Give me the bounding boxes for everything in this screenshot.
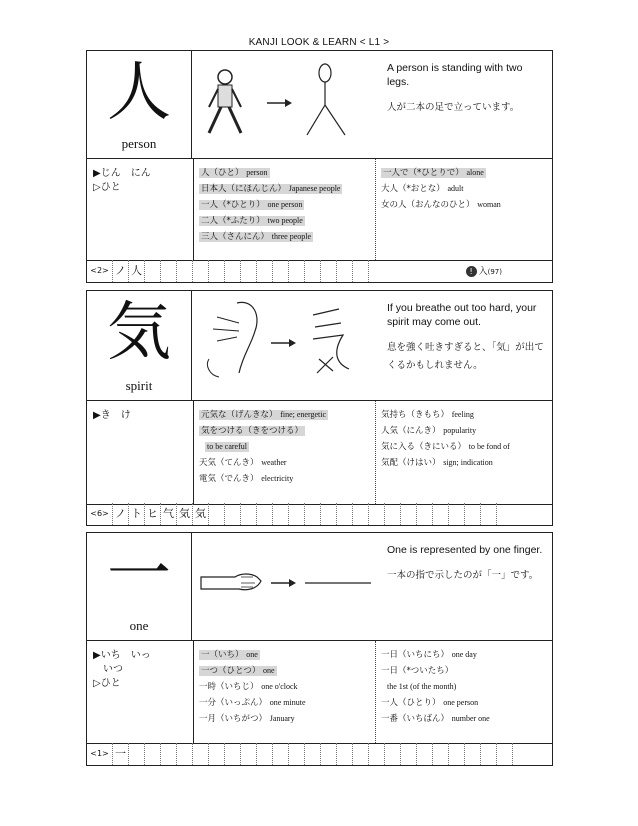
vocab-item: 電気（でんき） electricity: [199, 474, 294, 484]
reading-kun: ▷ひと: [93, 182, 121, 193]
warning-icon: !: [466, 266, 477, 277]
page-title: KANJI LOOK & LEARN < L1 >: [248, 37, 390, 48]
stroke-order-row: [87, 260, 552, 282]
reading-on: ▶じん にん: [93, 168, 151, 179]
kanji-box: [87, 291, 192, 400]
description-jp: 息を強く吐きすぎると、「気」が出てくるかもしれません。: [387, 342, 544, 371]
kanji-meaning: one: [129, 618, 149, 633]
vocab-item: 人気（にんき） popularity: [381, 426, 477, 436]
vocab-item: 人（ひと） person: [201, 168, 268, 178]
stroke-count: <2>: [87, 260, 113, 282]
vocab-item: 元気な（げんきな） fine; energetic: [201, 410, 327, 420]
kanji-card-one: [86, 532, 553, 766]
stroke-step: 気: [177, 503, 193, 525]
vocab-item: 気をつける（きをつける）: [201, 426, 304, 436]
vocab-list-1: [199, 165, 379, 245]
finger-illustration: [195, 537, 377, 633]
kanji-glyph: 気: [107, 296, 171, 370]
vocab-item: 大人（*おとな） adult: [381, 184, 464, 194]
stroke-step: ノ: [113, 260, 129, 282]
stroke-order-row: [87, 503, 552, 525]
description: [387, 301, 547, 375]
vocab-item: 一分（いっぷん） one minute: [199, 698, 306, 708]
vocab-item: 一（いち） one: [201, 650, 258, 660]
kanji-box: [87, 51, 192, 158]
person-illustration: [195, 55, 377, 151]
description-jp: 一本の指で示したのが「一」です。: [387, 570, 539, 581]
stroke-order-row: [87, 743, 552, 765]
description-jp: 人が二本の足で立っています。: [387, 102, 520, 113]
readings: [93, 167, 193, 195]
vocab-list-1: [199, 647, 379, 727]
stroke-step: 人: [129, 260, 145, 282]
breathing-illustration: [195, 295, 377, 391]
stroke-step: 一: [113, 743, 129, 765]
vocab-list-2: [381, 407, 551, 471]
readings: [93, 409, 193, 423]
vocab-list-2: [381, 165, 551, 213]
kanji-glyph: 一: [107, 538, 171, 612]
vocab-item: 天気（てんき） weather: [199, 458, 287, 468]
vocab-item: 日本人（にほんじん） Japanese people: [201, 184, 341, 194]
kanji-glyph: 人: [107, 56, 171, 130]
stroke-step: 気: [193, 503, 209, 525]
vocab-item: 気に入る（きにいる） to be fond of: [381, 442, 510, 452]
vocab-item: 一日（いちにち） one day: [381, 650, 477, 660]
stroke-count: <1>: [87, 743, 113, 765]
related-kanji-ref: ! 入(97): [466, 264, 502, 277]
vocab-item: 一人（ひとり） one person: [381, 698, 479, 708]
vocab-list-2: [381, 647, 551, 727]
vocab-item: 気配（けはい） sign; indication: [381, 458, 493, 468]
kanji-card-person: [86, 50, 553, 283]
description: [387, 543, 547, 585]
description-en: One is represented by one finger.: [387, 544, 543, 556]
stroke-count: <6>: [87, 503, 113, 525]
kanji-meaning: spirit: [125, 378, 153, 393]
vocab-item: 二人（*ふたり） two people: [201, 216, 303, 226]
stroke-step: ノ: [113, 503, 129, 525]
reading-on: ▶いち いっ: [93, 650, 151, 661]
vocab-item: 女の人（おんなのひと） woman: [381, 200, 501, 210]
vocab-list-1: [199, 407, 379, 487]
vocab-item: 一人で（*ひとりで） alone: [383, 168, 484, 178]
stroke-step: ト: [129, 503, 145, 525]
vocab-item: 気持ち（きもち） feeling: [381, 410, 474, 420]
reading-on: ▶き け: [93, 410, 131, 421]
description-en: If you breathe out too hard, your spirit may come out.: [387, 302, 537, 328]
stroke-step: ヒ: [145, 503, 161, 525]
vocab-item: to be careful: [207, 442, 247, 451]
vocab-item: 一番（いちばん） number one: [381, 714, 490, 724]
stroke-step: 气: [161, 503, 177, 525]
kanji-meaning: person: [121, 136, 157, 151]
vocab-item: 一月（いちがつ） January: [199, 714, 295, 724]
description-en: A person is standing with two legs.: [387, 62, 523, 88]
reading-on: いつ: [93, 664, 123, 675]
description: [387, 61, 547, 117]
readings: [93, 649, 193, 691]
vocab-item: the 1st (of the month): [387, 682, 457, 691]
vocab-item: 一人（*ひとり） one person: [201, 200, 303, 210]
kanji-box: [87, 533, 192, 640]
vocab-item: 一日（*ついたち）: [381, 666, 454, 676]
vocab-item: 三人（さんにん） three people: [201, 232, 312, 242]
reading-kun: ▷ひと: [93, 678, 121, 689]
kanji-card-spirit: [86, 290, 553, 526]
vocab-item: 一時（いちじ） one o'clock: [199, 682, 298, 692]
vocab-item: 一つ（ひとつ） one: [201, 666, 275, 676]
